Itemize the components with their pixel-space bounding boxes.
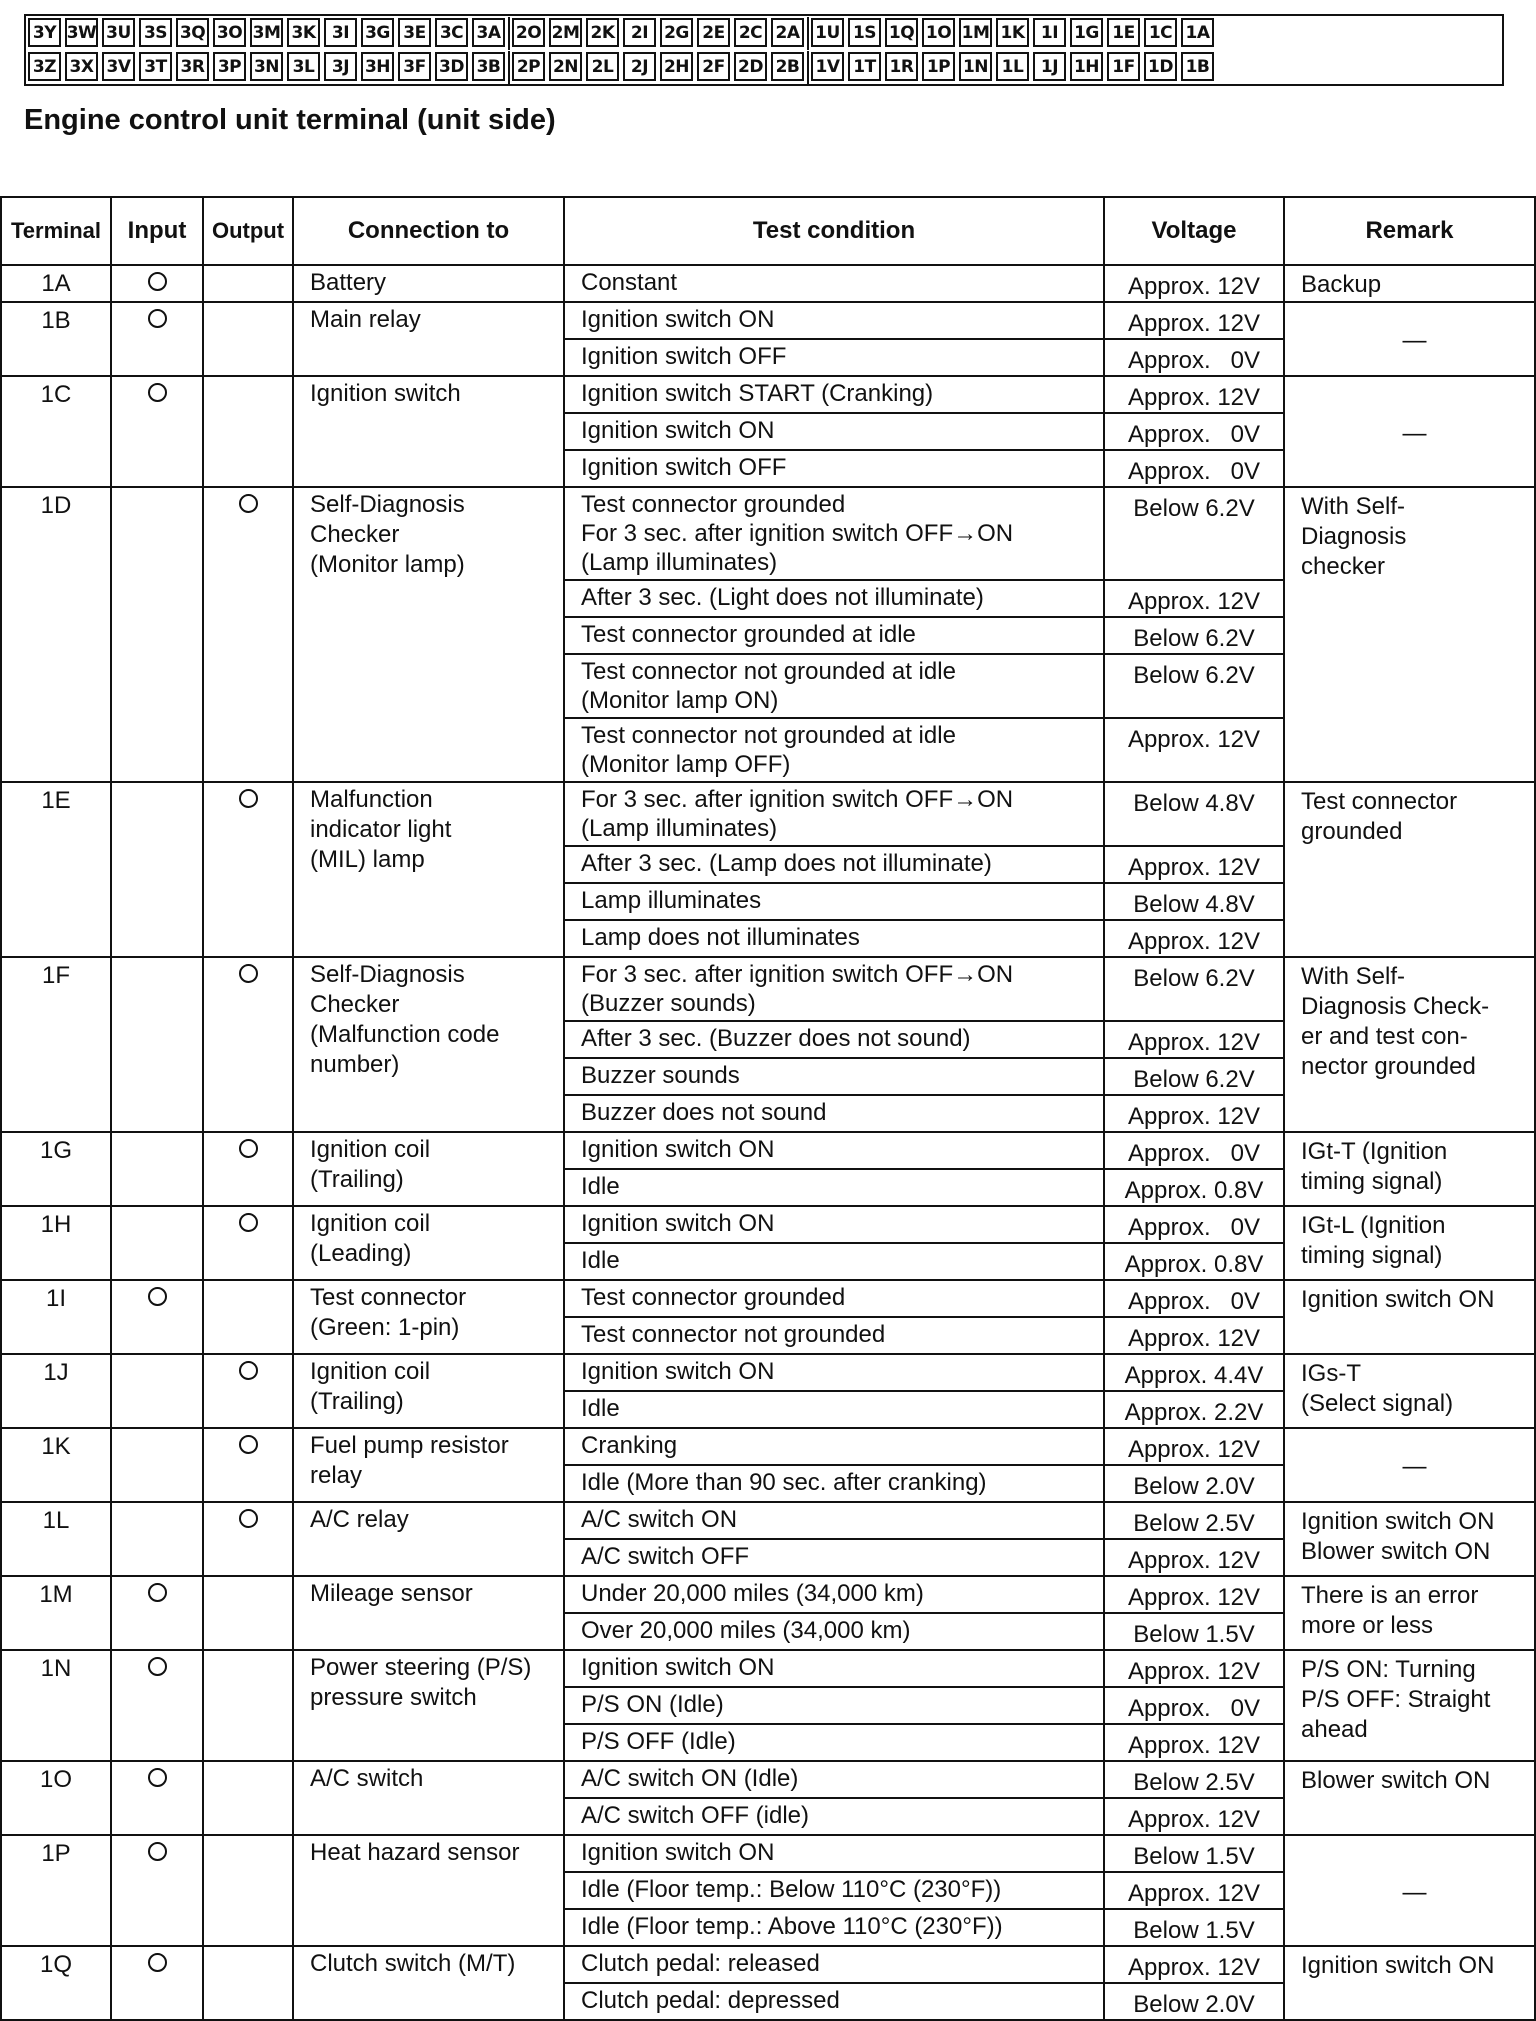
connector-pin: 3Y (28, 18, 61, 47)
connection-to: Power steering (P/S) pressure switch (293, 1650, 564, 1761)
voltage-value: Approx. 12V (1104, 1021, 1284, 1058)
input-cell (111, 302, 203, 376)
remark: With Self- Diagnosis Check- er and test con- nector grounded (1284, 957, 1535, 1132)
remark: — (1284, 1835, 1535, 1946)
output-mark-icon (239, 789, 258, 808)
connector-pin: 3P (213, 52, 246, 81)
input-cell (111, 376, 203, 487)
output-cell (203, 1206, 293, 1280)
table-row (1, 1761, 1535, 1798)
voltage-value: Approx. 0V (1104, 450, 1284, 487)
voltage-value: Below 6.2V (1104, 957, 1284, 1021)
voltage-value: Approx. 12V (1104, 580, 1284, 617)
test-condition: Ignition switch OFF (564, 339, 1104, 376)
voltage-value: Approx. 2.2V (1104, 1391, 1284, 1428)
test-condition: Ignition switch OFF (564, 450, 1104, 487)
connector-pin: 1I (1033, 18, 1066, 47)
connection-to: Ignition coil (Trailing) (293, 1354, 564, 1428)
table-row (1, 376, 1535, 413)
remark: IGt-L (Ignition timing signal) (1284, 1206, 1535, 1280)
test-condition: Ignition switch ON (564, 1354, 1104, 1391)
connector-pin: 1U (811, 18, 844, 47)
output-cell (203, 1132, 293, 1206)
terminal-table (0, 196, 1536, 2021)
test-condition: Constant (564, 265, 1104, 302)
connection-to: Heat hazard sensor (293, 1835, 564, 1946)
pin-group (510, 17, 809, 50)
output-cell (203, 487, 293, 782)
connector-pin: 1F (1107, 52, 1140, 81)
output-mark-icon (239, 1361, 258, 1380)
voltage-value: Below 4.8V (1104, 782, 1284, 846)
test-condition: Ignition switch ON (564, 1132, 1104, 1169)
test-condition: Under 20,000 miles (34,000 km) (564, 1576, 1104, 1613)
terminal-id: 1C (1, 376, 111, 487)
connector-pin: 3T (139, 52, 172, 81)
test-condition: After 3 sec. (Lamp does not illuminate) (564, 846, 1104, 883)
terminal-id: 1E (1, 782, 111, 957)
connector-pin: 3W (65, 18, 98, 47)
output-cell (203, 376, 293, 487)
terminal-id: 1N (1, 1650, 111, 1761)
test-condition: Ignition switch ON (564, 413, 1104, 450)
connector-pin: 1S (848, 18, 881, 47)
terminal-id: 1L (1, 1502, 111, 1576)
terminal-id: 1B (1, 302, 111, 376)
table-row (1, 1354, 1535, 1391)
connector-pin: 2B (771, 52, 804, 81)
voltage-value: Approx. 0V (1104, 339, 1284, 376)
test-condition: Test connector grounded (564, 1280, 1104, 1317)
connector-pin: 3C (435, 18, 468, 47)
voltage-value: Approx. 12V (1104, 1539, 1284, 1576)
terminal-id: 1D (1, 487, 111, 782)
connection-to: A/C relay (293, 1502, 564, 1576)
remark: Ignition switch ON (1284, 1946, 1535, 2020)
connector-pin: 2N (549, 52, 582, 81)
output-cell (203, 1428, 293, 1502)
test-condition: Ignition switch START (Cranking) (564, 376, 1104, 413)
remark: P/S ON: Turning P/S OFF: Straight ahead (1284, 1650, 1535, 1761)
input-mark-icon (148, 1287, 167, 1306)
test-condition: Idle (564, 1169, 1104, 1206)
input-cell (111, 1502, 203, 1576)
connector-pin: 2P (512, 52, 545, 81)
remark: There is an error more or less (1284, 1576, 1535, 1650)
remark: Blower switch ON (1284, 1761, 1535, 1835)
connection-to: Fuel pump resistor relay (293, 1428, 564, 1502)
table-row (1, 1650, 1535, 1687)
pin-group (809, 17, 1217, 50)
test-condition: For 3 sec. after ignition switch OFF→ON (Lamp illuminates) (564, 782, 1104, 846)
test-condition: P/S ON (Idle) (564, 1687, 1104, 1724)
terminal-id: 1Q (1, 1946, 111, 2020)
test-condition: P/S OFF (Idle) (564, 1724, 1104, 1761)
connector-pin: 1J (1033, 52, 1066, 81)
voltage-value: Approx. 12V (1104, 1428, 1284, 1465)
terminal-id: 1K (1, 1428, 111, 1502)
terminal-id: 1G (1, 1132, 111, 1206)
voltage-value: Approx. 12V (1104, 846, 1284, 883)
connection-to: Clutch switch (M/T) (293, 1946, 564, 2020)
connector-pin: 1V (811, 52, 844, 81)
pin-group (26, 51, 510, 84)
test-condition: Test connector grounded at idle (564, 617, 1104, 654)
connector-pin: 3Q (176, 18, 209, 47)
connector-pin: 2H (660, 52, 693, 81)
input-mark-icon (148, 272, 167, 291)
connector-pin: 2J (623, 52, 656, 81)
voltage-value: Approx. 0.8V (1104, 1243, 1284, 1280)
test-condition: A/C switch OFF (564, 1539, 1104, 1576)
voltage-value: Approx. 12V (1104, 1576, 1284, 1613)
connector-pin: 1G (1070, 18, 1103, 47)
voltage-value: Approx. 12V (1104, 920, 1284, 957)
table-body (1, 265, 1535, 2020)
voltage-value: Approx. 12V (1104, 265, 1284, 302)
output-cell (203, 1576, 293, 1650)
table-row (1, 1280, 1535, 1317)
test-condition: Test connector grounded For 3 sec. after ignition switch OFF→ON (Lamp illuminates) (564, 487, 1104, 580)
table-row (1, 1428, 1535, 1465)
voltage-value: Approx. 12V (1104, 1724, 1284, 1761)
test-condition: Idle (More than 90 sec. after cranking) (564, 1465, 1104, 1502)
connection-to: Ignition coil (Leading) (293, 1206, 564, 1280)
voltage-value: Below 6.2V (1104, 1058, 1284, 1095)
test-condition: For 3 sec. after ignition switch OFF→ON (Buzzer sounds) (564, 957, 1104, 1021)
connection-to: Self-Diagnosis Checker (Monitor lamp) (293, 487, 564, 782)
connector-pin: 2C (734, 18, 767, 47)
connector-pin: 2E (697, 18, 730, 47)
input-mark-icon (148, 383, 167, 402)
voltage-value: Approx. 4.4V (1104, 1354, 1284, 1391)
connector-pin: 1P (922, 52, 955, 81)
connector-pin: 2M (549, 18, 582, 47)
terminal-id: 1O (1, 1761, 111, 1835)
connector-diagram (24, 14, 1504, 86)
input-cell (111, 1946, 203, 2020)
remark: — (1284, 1428, 1535, 1502)
connector-pin: 3O (213, 18, 246, 47)
connector-pin: 3B (472, 52, 505, 81)
connection-to: Self-Diagnosis Checker (Malfunction code number) (293, 957, 564, 1132)
connector-pin: 3S (139, 18, 172, 47)
terminal-id: 1I (1, 1280, 111, 1354)
input-cell (111, 265, 203, 302)
input-cell (111, 1132, 203, 1206)
header-output: Output (203, 197, 293, 265)
input-cell (111, 1428, 203, 1502)
input-cell (111, 1354, 203, 1428)
input-cell (111, 1761, 203, 1835)
output-cell (203, 302, 293, 376)
table-header-row (1, 197, 1535, 265)
voltage-value: Approx. 0V (1104, 1132, 1284, 1169)
output-mark-icon (239, 494, 258, 513)
connector-pin: 1K (996, 18, 1029, 47)
output-cell (203, 1946, 293, 2020)
test-condition: Ignition switch ON (564, 1835, 1104, 1872)
remark: Test connector grounded (1284, 782, 1535, 957)
output-cell (203, 265, 293, 302)
voltage-value: Below 2.0V (1104, 1983, 1284, 2020)
output-cell (203, 1650, 293, 1761)
output-cell (203, 1502, 293, 1576)
remark: Ignition switch ON Blower switch ON (1284, 1502, 1535, 1576)
connector-pin: 1B (1181, 52, 1214, 81)
connector-pin: 3N (250, 52, 283, 81)
test-condition: Test connector not grounded at idle (Monitor lamp OFF) (564, 718, 1104, 782)
remark: IGs-T (Select signal) (1284, 1354, 1535, 1428)
voltage-value: Approx. 12V (1104, 376, 1284, 413)
test-condition: A/C switch OFF (idle) (564, 1798, 1104, 1835)
voltage-value: Below 1.5V (1104, 1613, 1284, 1650)
connection-to: Mileage sensor (293, 1576, 564, 1650)
test-condition: Clutch pedal: depressed (564, 1983, 1104, 2020)
input-cell (111, 1280, 203, 1354)
test-condition: Ignition switch ON (564, 1650, 1104, 1687)
connector-top-row (26, 17, 1502, 50)
voltage-value: Below 2.5V (1104, 1761, 1284, 1798)
voltage-value: Approx. 12V (1104, 1095, 1284, 1132)
table-row (1, 1835, 1535, 1872)
voltage-value: Approx. 12V (1104, 302, 1284, 339)
connector-pin: 1M (959, 18, 992, 47)
output-mark-icon (239, 964, 258, 983)
connection-to: Ignition switch (293, 376, 564, 487)
connector-pin: 1O (922, 18, 955, 47)
header-connection: Connection to (293, 197, 564, 265)
input-cell (111, 957, 203, 1132)
input-cell (111, 1650, 203, 1761)
connector-pin: 1E (1107, 18, 1140, 47)
output-cell (203, 1835, 293, 1946)
voltage-value: Below 6.2V (1104, 617, 1284, 654)
pin-group (26, 17, 510, 50)
voltage-value: Below 2.0V (1104, 1465, 1284, 1502)
pin-group (809, 51, 1217, 84)
header-condition: Test condition (564, 197, 1104, 265)
connector-pin: 1D (1144, 52, 1177, 81)
voltage-value: Approx. 0V (1104, 1280, 1284, 1317)
voltage-value: Approx. 0V (1104, 413, 1284, 450)
input-cell (111, 1576, 203, 1650)
test-condition: Idle (564, 1391, 1104, 1428)
connector-pin: 3F (398, 52, 431, 81)
input-mark-icon (148, 309, 167, 328)
test-condition: Lamp does not illuminates (564, 920, 1104, 957)
connector-pin: 3A (472, 18, 505, 47)
remark: — (1284, 376, 1535, 487)
connector-pin: 3X (65, 52, 98, 81)
voltage-value: Approx. 0V (1104, 1206, 1284, 1243)
test-condition: Buzzer sounds (564, 1058, 1104, 1095)
connection-to: Malfunction indicator light (MIL) lamp (293, 782, 564, 957)
table-row (1, 957, 1535, 1021)
voltage-value: Approx. 12V (1104, 1946, 1284, 1983)
diagram-caption: Engine control unit terminal (unit side) (24, 104, 556, 136)
input-mark-icon (148, 1842, 167, 1861)
output-cell (203, 1280, 293, 1354)
connector-pin: 2A (771, 18, 804, 47)
connector-pin: 2G (660, 18, 693, 47)
test-condition: Ignition switch ON (564, 1206, 1104, 1243)
connector-pin: 2D (734, 52, 767, 81)
voltage-value: Below 1.5V (1104, 1835, 1284, 1872)
header-input: Input (111, 197, 203, 265)
output-mark-icon (239, 1435, 258, 1454)
terminal-id: 1P (1, 1835, 111, 1946)
remark: With Self- Diagnosis checker (1284, 487, 1535, 782)
test-condition: Idle (564, 1243, 1104, 1280)
test-condition: Ignition switch ON (564, 302, 1104, 339)
output-cell (203, 1761, 293, 1835)
voltage-value: Approx. 12V (1104, 1317, 1284, 1354)
output-mark-icon (239, 1213, 258, 1232)
voltage-value: Approx. 12V (1104, 1798, 1284, 1835)
remark: Ignition switch ON (1284, 1280, 1535, 1354)
input-cell (111, 487, 203, 782)
terminal-id: 1A (1, 265, 111, 302)
table-row (1, 1132, 1535, 1169)
connection-to: A/C switch (293, 1761, 564, 1835)
table-row (1, 1502, 1535, 1539)
connector-pin: 3K (287, 18, 320, 47)
voltage-value: Approx. 12V (1104, 1872, 1284, 1909)
connection-to: Battery (293, 265, 564, 302)
connection-to: Ignition coil (Trailing) (293, 1132, 564, 1206)
connector-pin: 1C (1144, 18, 1177, 47)
table-row (1, 265, 1535, 302)
connector-pin: 1A (1181, 18, 1214, 47)
connector-pin: 1H (1070, 52, 1103, 81)
voltage-value: Below 6.2V (1104, 487, 1284, 580)
connector-bottom-row (26, 51, 1502, 84)
connector-pin: 3H (361, 52, 394, 81)
voltage-value: Approx. 0V (1104, 1687, 1284, 1724)
connector-pin: 3V (102, 52, 135, 81)
connector-pin: 2F (697, 52, 730, 81)
connector-pin: 3E (398, 18, 431, 47)
connector-pin: 1T (848, 52, 881, 81)
input-mark-icon (148, 1768, 167, 1787)
remark: IGt-T (Ignition timing signal) (1284, 1132, 1535, 1206)
voltage-value: Approx. 12V (1104, 1650, 1284, 1687)
test-condition: Test connector not grounded (564, 1317, 1104, 1354)
connection-to: Test connector (Green: 1-pin) (293, 1280, 564, 1354)
connector-pin: 3J (324, 52, 357, 81)
output-cell (203, 957, 293, 1132)
test-condition: Over 20,000 miles (34,000 km) (564, 1613, 1104, 1650)
input-cell (111, 1206, 203, 1280)
table-row (1, 782, 1535, 846)
input-mark-icon (148, 1953, 167, 1972)
output-cell (203, 1354, 293, 1428)
output-mark-icon (239, 1139, 258, 1158)
connector-pin: 2I (623, 18, 656, 47)
connector-pin: 1R (885, 52, 918, 81)
terminal-id: 1F (1, 957, 111, 1132)
test-condition: Cranking (564, 1428, 1104, 1465)
voltage-value: Below 4.8V (1104, 883, 1284, 920)
table-row (1, 487, 1535, 580)
input-mark-icon (148, 1657, 167, 1676)
remark: — (1284, 302, 1535, 376)
connector-pin: 3U (102, 18, 135, 47)
header-remark: Remark (1284, 197, 1535, 265)
test-condition: Idle (Floor temp.: Below 110°C (230°F)) (564, 1872, 1104, 1909)
connector-pin: 2K (586, 18, 619, 47)
voltage-value: Below 2.5V (1104, 1502, 1284, 1539)
connector-pin: 3I (324, 18, 357, 47)
pin-group (510, 51, 809, 84)
test-condition: Idle (Floor temp.: Above 110°C (230°F)) (564, 1909, 1104, 1946)
input-cell (111, 782, 203, 957)
test-condition: After 3 sec. (Light does not illuminate) (564, 580, 1104, 617)
connection-to: Main relay (293, 302, 564, 376)
test-condition: Buzzer does not sound (564, 1095, 1104, 1132)
test-condition: Lamp illuminates (564, 883, 1104, 920)
input-mark-icon (148, 1583, 167, 1602)
table-row (1, 1576, 1535, 1613)
connector-pin: 3R (176, 52, 209, 81)
table-row (1, 1206, 1535, 1243)
connector-pin: 1N (959, 52, 992, 81)
voltage-value: Approx. 12V (1104, 718, 1284, 782)
table-row (1, 1946, 1535, 1983)
test-condition: After 3 sec. (Buzzer does not sound) (564, 1021, 1104, 1058)
connector-pin: 1L (996, 52, 1029, 81)
connector-pin: 3Z (28, 52, 61, 81)
table-row (1, 302, 1535, 339)
header-terminal: Terminal (1, 197, 111, 265)
terminal-id: 1M (1, 1576, 111, 1650)
voltage-value: Approx. 0.8V (1104, 1169, 1284, 1206)
header-voltage: Voltage (1104, 197, 1284, 265)
voltage-value: Below 1.5V (1104, 1909, 1284, 1946)
connector-pin: 3M (250, 18, 283, 47)
test-condition: Clutch pedal: released (564, 1946, 1104, 1983)
terminal-id: 1H (1, 1206, 111, 1280)
voltage-value: Below 6.2V (1104, 654, 1284, 718)
connector-pin: 3D (435, 52, 468, 81)
output-mark-icon (239, 1509, 258, 1528)
terminal-id: 1J (1, 1354, 111, 1428)
connector-pin: 1Q (885, 18, 918, 47)
test-condition: A/C switch ON (Idle) (564, 1761, 1104, 1798)
connector-pin: 3L (287, 52, 320, 81)
test-condition: A/C switch ON (564, 1502, 1104, 1539)
connector-pin: 2L (586, 52, 619, 81)
remark: Backup (1284, 265, 1535, 302)
connector-pin: 2O (512, 18, 545, 47)
output-cell (203, 782, 293, 957)
input-cell (111, 1835, 203, 1946)
test-condition: Test connector not grounded at idle (Monitor lamp ON) (564, 654, 1104, 718)
connector-pin: 3G (361, 18, 394, 47)
